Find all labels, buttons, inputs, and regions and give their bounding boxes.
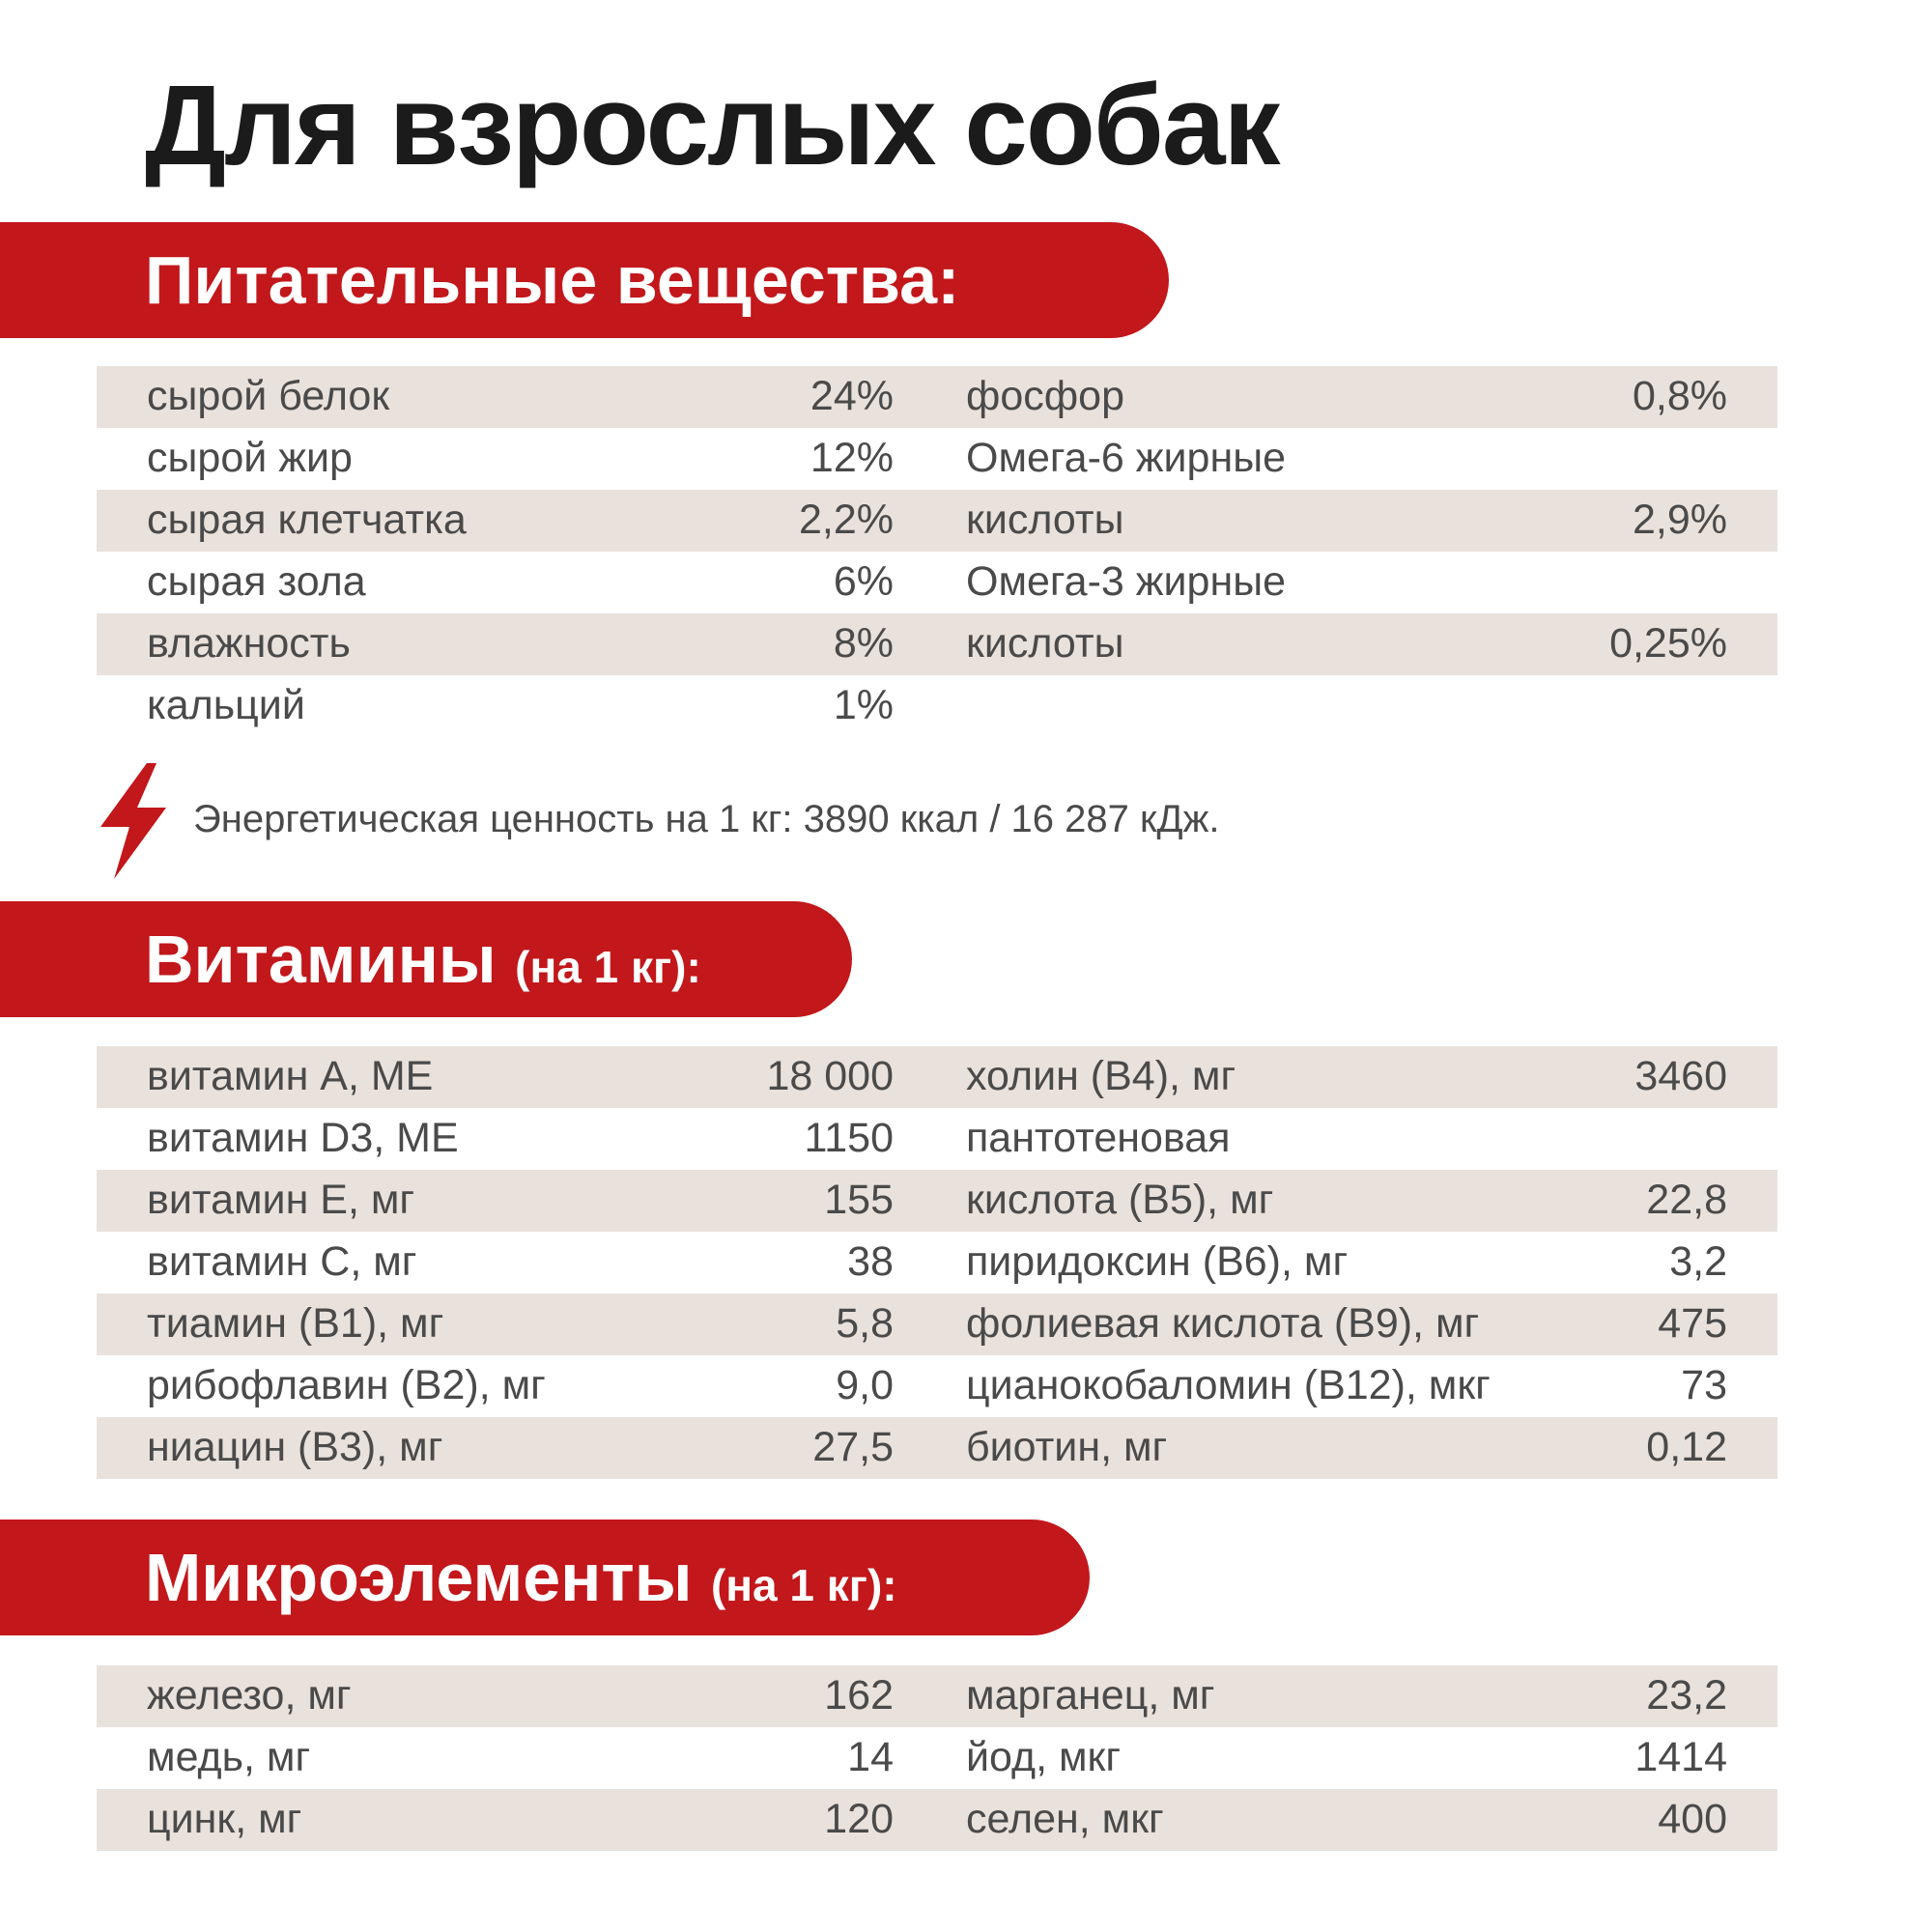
table-row <box>97 1789 1777 1851</box>
energy-value-text: Энергетическая ценность на 1 кг: 3890 ккал / 16 287 кДж. <box>193 798 1220 840</box>
row-label-left: ниацин (В3), мг <box>147 1424 443 1470</box>
vitamins-heading-note: (на 1 кг): <box>515 942 701 992</box>
row-label-right: цианокобаломин (В12), мкг <box>966 1362 1491 1408</box>
minerals-table <box>97 1665 1777 1851</box>
table-row <box>97 1170 1777 1232</box>
row-label-right: пиридоксин (В6), мг <box>966 1238 1349 1285</box>
page-title: Для взрослых собак <box>145 62 1279 189</box>
table-row <box>97 366 1777 428</box>
row-label-right: Омега-3 жирные <box>966 558 1287 605</box>
row-value-left: 162 <box>824 1672 894 1719</box>
table-row <box>97 490 1777 552</box>
row-value-left: 2,2% <box>798 497 894 543</box>
minerals-heading-note: (на 1 кг): <box>710 1560 897 1610</box>
row-value-right: 3,2 <box>1669 1238 1727 1285</box>
row-label-right: селен, мкг <box>966 1796 1164 1842</box>
row-value-right: 400 <box>1658 1796 1727 1842</box>
vitamins-table <box>97 1046 1777 1479</box>
table-row <box>97 1417 1777 1479</box>
table-row <box>97 1355 1777 1417</box>
row-label-right: йод, мкг <box>966 1734 1122 1780</box>
row-label-left: витамин Е, мг <box>147 1177 415 1223</box>
row-label-left: сырой белок <box>147 373 390 419</box>
nutrients-banner <box>0 222 1169 338</box>
row-label-right: марганец, мг <box>966 1672 1215 1719</box>
row-label-left: кальций <box>147 682 305 728</box>
table-row <box>97 552 1777 613</box>
vitamins-heading: Витамины <box>145 922 497 997</box>
row-value-right: 73 <box>1681 1362 1727 1408</box>
row-value-left: 24% <box>810 373 894 419</box>
row-value-right: 2,9% <box>1632 497 1727 543</box>
row-value-left: 27,5 <box>812 1424 894 1470</box>
nutrients-heading: Питательные вещества: <box>145 242 960 318</box>
table-row <box>97 428 1777 490</box>
row-value-right: 23,2 <box>1646 1672 1727 1719</box>
row-value-right: 475 <box>1658 1300 1727 1347</box>
row-value-left: 5,8 <box>836 1300 894 1347</box>
table-row <box>97 1232 1777 1293</box>
table-row <box>97 1727 1777 1789</box>
row-label-right: биотин, мг <box>966 1424 1168 1470</box>
row-label-left: влажность <box>147 620 351 667</box>
table-row <box>97 613 1777 675</box>
row-value-right: 3460 <box>1634 1053 1727 1099</box>
row-value-left: 155 <box>824 1177 894 1223</box>
row-value-right: 0,25% <box>1609 620 1727 667</box>
row-value-left: 120 <box>824 1796 894 1842</box>
row-label-right: фолиевая кислота (В9), мг <box>966 1300 1480 1347</box>
row-value-left: 18 000 <box>766 1053 894 1099</box>
table-row <box>97 1108 1777 1170</box>
row-label-right: кислота (В5), мг <box>966 1177 1274 1223</box>
row-label-left: цинк, мг <box>147 1796 302 1842</box>
lightning-bolt-icon <box>97 763 174 879</box>
row-label-left: сырой жир <box>147 435 353 481</box>
row-label-left: железо, мг <box>147 1672 352 1719</box>
row-label-left: витамин С, мг <box>147 1238 417 1285</box>
row-value-right: 1414 <box>1634 1734 1727 1780</box>
row-label-right: фосфор <box>966 373 1125 419</box>
row-value-left: 8% <box>833 620 894 667</box>
row-label-left: медь, мг <box>147 1734 311 1780</box>
row-value-left: 6% <box>833 558 894 605</box>
row-value-left: 12% <box>810 435 894 481</box>
row-value-left: 1150 <box>804 1115 894 1161</box>
vitamins-banner <box>0 901 852 1017</box>
table-row <box>97 1665 1777 1727</box>
table-row <box>97 1293 1777 1355</box>
row-label-right: Омега-6 жирные <box>966 435 1287 481</box>
row-value-right: 0,8% <box>1632 373 1727 419</box>
row-label-left: сырая клетчатка <box>147 497 467 543</box>
row-value-left: 1% <box>833 682 894 728</box>
row-label-right: кислоты <box>966 497 1124 543</box>
nutrients-table <box>97 366 1777 737</box>
row-value-left: 9,0 <box>836 1362 894 1408</box>
row-value-left: 38 <box>847 1238 894 1285</box>
row-label-left: сырая зола <box>147 558 366 605</box>
row-label-left: тиамин (В1), мг <box>147 1300 444 1347</box>
row-label-left: витамин А, МЕ <box>147 1053 434 1099</box>
row-value-right: 22,8 <box>1646 1177 1727 1223</box>
minerals-heading: Микроэлементы <box>145 1540 693 1615</box>
table-row <box>97 675 1777 737</box>
row-label-right: пантотеновая <box>966 1115 1231 1161</box>
row-label-left: витамин D3, МЕ <box>147 1115 459 1161</box>
minerals-banner <box>0 1520 1090 1635</box>
row-value-left: 14 <box>847 1734 894 1780</box>
row-label-right: холин (В4), мг <box>966 1053 1236 1099</box>
row-value-right: 0,12 <box>1646 1424 1727 1470</box>
table-row <box>97 1046 1777 1108</box>
row-label-left: рибофлавин (В2), мг <box>147 1362 546 1408</box>
row-label-right: кислоты <box>966 620 1124 667</box>
